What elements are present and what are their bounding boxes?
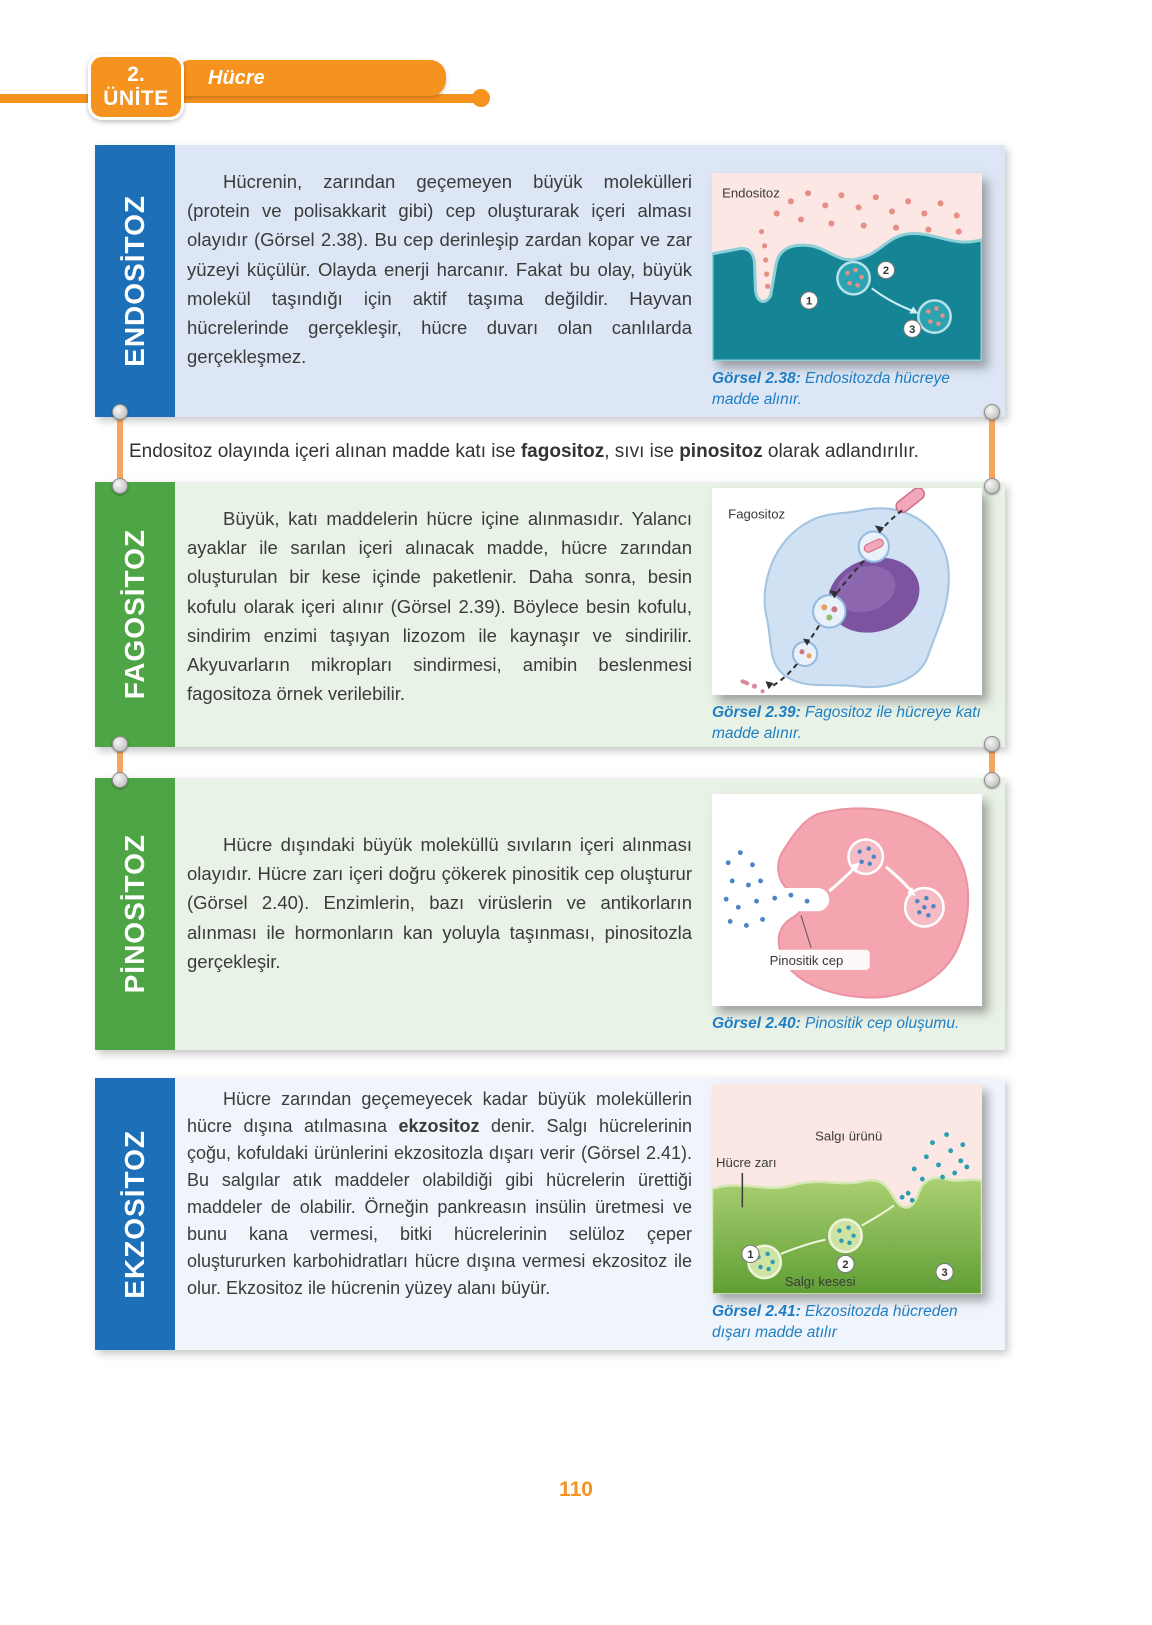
svg-text:2: 2: [842, 1259, 849, 1272]
section-fagositoz-title: FAGOSİTOZ: [119, 529, 150, 700]
chapter-tab-label: Hücre: [208, 66, 265, 89]
paragraph-text: denir. Salgı hücrelerinin çoğu, kofuldaki ürünlerini ekzositozla dışarı verir (Görsel 2.41). Bu salgılar atık maddeler olabildiği gibi hücrelerin ürettiği maddeler de olabilir. Örneğin pankreasın insülin üretmesi ve bunu kana vermesi, bitki hücrelerinin selüloz çeper oluştururken karbohidratları hücre dışına vermesi ekzositoz ile olur. Ekzositoz ile hücrenin yüzey alanı büyür.: [187, 1116, 692, 1298]
fagositoz-caption: [712, 703, 982, 744]
note-strip: [95, 432, 1005, 472]
paragraph-bold-term: ekzositoz: [398, 1116, 480, 1136]
step-badge-1: [742, 1245, 759, 1262]
step-badge-2: [877, 261, 894, 278]
endositoz-figure: [712, 173, 982, 410]
step-badge-1: [800, 292, 817, 309]
figure-label-salgi-kesesi: Salgı kesesi: [784, 1274, 856, 1290]
section-fagositoz-body: [175, 482, 1005, 747]
section-fagositoz: [95, 482, 1005, 747]
svg-text:2: 2: [882, 265, 890, 278]
connector-rivet: [112, 404, 128, 420]
endositoz-illustration: [712, 173, 982, 361]
section-ekzositoz-sidebar: [95, 1078, 175, 1350]
section-ekzositoz-title: EKZOSİTOZ: [119, 1129, 150, 1299]
residue-vesicle: [793, 642, 817, 666]
svg-text:3: 3: [941, 1267, 948, 1280]
header-rule-dot: [472, 89, 490, 107]
section-pinositoz: [95, 778, 1005, 1050]
page-number: 110: [559, 1478, 593, 1501]
pinositoz-figure: [712, 794, 982, 1035]
figure-label-endositoz: Endositoz: [722, 185, 780, 201]
pinositoz-illustration: [712, 794, 982, 1006]
section-ekzositoz-body: [175, 1078, 1005, 1350]
ekzositoz-diagram: [712, 1084, 982, 1294]
connector-rivet: [984, 404, 1000, 420]
unit-number: 2.: [127, 62, 145, 86]
pinositoz-diagram: [712, 794, 982, 1006]
section-pinositoz-title: PİNOSİTOZ: [119, 834, 150, 994]
step-badge-3: [936, 1263, 953, 1280]
unit-label: ÜNİTE: [103, 87, 169, 110]
secretory-vesicle-2: [829, 1219, 861, 1251]
step-badge-2: [837, 1255, 854, 1272]
section-endositoz-sidebar: [95, 145, 175, 417]
ekzositoz-caption: [712, 1302, 982, 1343]
paragraph-text: Hücre zarından geçemeyecek kadar büyük moleküllerin hücre dışına atılmasına: [187, 1089, 692, 1136]
vesicle-1: [837, 262, 869, 294]
fagositoz-figure: [712, 488, 982, 744]
section-endositoz: [95, 145, 1005, 417]
step-badge-3: [904, 320, 921, 337]
figure-label-hucre-zari: Hücre zarı: [716, 1154, 777, 1170]
endositoz-diagram: [712, 173, 982, 361]
connector-rivet: [112, 478, 128, 494]
caption-text: Ekzositozda hücreden dışarı madde atılır: [712, 1303, 958, 1341]
connector-rivet: [984, 772, 1000, 788]
connector-rivet: [984, 478, 1000, 494]
endositoz-paragraph: Hücrenin, zarından geçemeyen büyük molekülleri (protein ve polisakkarit gibi) cep oluşturarak içeri alması olayıdır (Görsel 2.38). Bu cep derinleşip zardan kopar ve zar yüzeyi küçülür. Olayda enerji harcanır. Fakat bu olay, büyük molekül taşındığı için aktif taşıma değildir. Hayvan hücrelerinde gerçekleşir, hücre duvarı olan canlılarda gerçekleşmez.: [187, 171, 692, 368]
caption-label: Görsel 2.41:: [712, 1303, 801, 1321]
unit-badge: [88, 54, 184, 120]
ekzositoz-illustration: [712, 1084, 982, 1294]
fagositoz-illustration: [712, 488, 982, 695]
ekzositoz-figure: [712, 1084, 982, 1343]
note-text: Endositoz olayında içeri alınan madde katı ise fagositoz, sıvı ise pinositoz olarak adlandırılır.: [129, 441, 919, 462]
vesicle-2: [918, 300, 950, 332]
caption-label: Görsel 2.40:: [712, 1015, 801, 1033]
figure-label-pinositik-cep: Pinositik cep: [769, 952, 844, 968]
section-endositoz-body: [175, 145, 1005, 417]
pinositoz-paragraph: Hücre dışındaki büyük moleküllü sıvıların içeri alınması olayıdır. Hücre zarı içeri doğru çökerek pinositik cep oluşturur (Görsel 2.40). Enzimlerin, bazı virüslerin ve antikorların alınması ile hormonların kan yoluyla taşınması, pinositozla gerçekleşir.: [187, 834, 692, 972]
phagosome-top: [859, 531, 889, 561]
section-endositoz-title: ENDOSİTOZ: [119, 195, 150, 367]
caption-label: Görsel 2.39:: [712, 704, 801, 722]
connector-rivet: [984, 736, 1000, 752]
figure-label-fagositoz: Fagositoz: [728, 506, 786, 522]
caption-label: Görsel 2.38:: [712, 370, 801, 388]
endositoz-caption: [712, 369, 982, 410]
ekzositoz-paragraph: [187, 1086, 692, 1302]
connector-rivet: [112, 736, 128, 752]
svg-text:3: 3: [909, 323, 916, 336]
svg-text:1: 1: [747, 1248, 754, 1261]
section-pinositoz-sidebar: [95, 778, 175, 1050]
figure-label-salgi-urunu: Salgı ürünü: [815, 1128, 883, 1144]
svg-text:1: 1: [805, 295, 813, 308]
fagositoz-diagram: [712, 488, 982, 695]
caption-text: Endositozda hücreye madde alınır.: [712, 370, 950, 408]
chapter-tab: [180, 60, 446, 96]
fagositoz-paragraph: Büyük, katı maddelerin hücre içine alınmasıdır. Yalancı ayaklar ile sarılan içeri alınacak madde, hücre zarından oluşturulan bir kese içinde paketlenir. Daha sonra, besin kofulu olarak içeri alınır (Görsel 2.39). Böylece besin kofulu, sindirim enzimi taşıyan lizozom ile kaynaşır ve sindirilir. Akyuvarların mikropları sindirmesi, amibin beslenmesi fagositoza örnek verilebilir.: [187, 508, 692, 705]
connector-rivet: [112, 772, 128, 788]
food-vacuole: [813, 595, 845, 627]
pinocytic-channel: [738, 888, 829, 911]
section-ekzositoz: [95, 1078, 1005, 1350]
section-fagositoz-sidebar: [95, 482, 175, 747]
pinositoz-caption: [712, 1014, 982, 1034]
section-pinositoz-body: [175, 778, 1005, 1050]
caption-text: Fagositoz ile hücreye katı madde alınır.: [712, 704, 981, 742]
caption-text: Pinositik cep oluşumu.: [800, 1015, 960, 1033]
